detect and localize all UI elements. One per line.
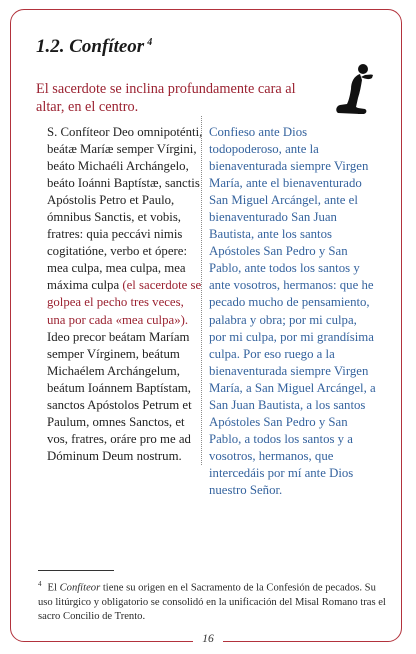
footnote-italic-term: Confíteor [59,582,101,594]
latin-text-part-2: Ideo precor beátam Maríam semper Vírginem, beátum Michaélem Archángelum, beátum Ioánnem Baptístam, sanctos Apóstolos Petrum et Paulum, omnes Sanctos, et vos, fratres, oráre pro me ad Dóminum Deum nostrum. [47,329,192,463]
kneeling-figure-icon [327,62,377,122]
footnote [38,577,388,624]
section-heading [36,36,152,58]
footnote-reference: 4 [147,36,153,48]
spanish-text-column: Confieso ante Dios todopoderoso, ante la bienaventurada siempre Virgen María, ante el bienaventurado San Miguel Arcángel, ante el bienaventurado San Juan Bautista, ante los santos Apóstoles San Pedro y San Pablo, ante todos los santos y ante vosotros, hermanos: que he pecado mucho de pensamiento, palabra y obra; por mi culpa, por mi culpa, por mi grandísima culpa. Por eso ruego a la bienaventurada siempre Virgen María, a San Miguel Arcángel, a San Juan Bautista, a los santos Apóstoles San Pedro y San Pablo, a todos los santos y a vosotros, hermanos, que intercedáis por mí ante Dios nuestro Señor. [209,125,376,497]
footnote-rule [38,570,114,571]
latin-text-part-1: S. Confíteor Deo omnipoténti, beátæ Maríæ semper Vírgini, beáto Michaéli Archángelo, beáto Ioánni Baptístæ, sanctis Apóstolis Petro et Paulo, ómnibus Sanctis, et vobis, fratres: quia peccávi nimis cogitatióne, verbo et ópere: mea culpa, mea culpa, mea máxima culpa [47,125,203,293]
section-title: 1.2. Confíteor [36,36,145,57]
latin-text-column [47,124,205,465]
footnote-number: 4 [38,580,42,588]
latin-rubric: (el sacerdote se golpea el pecho tres veces, una por cada «mea culpa»). [47,278,202,327]
column-divider [201,116,203,465]
page-number-container [0,633,416,645]
footnote-lead: El [47,582,57,594]
footnote-text: tiene su origen en el Sacramento de la Confesión de pecados. Su uso litúrgico y obligatorio se consolidó en la unificación del Misal Romano tras el sacro Concilio de Trento. [38,582,386,623]
page-number: 16 [193,633,223,645]
rubric-instruction: El sacerdote se inclina profundamente cara al altar, en el centro. [36,81,296,115]
